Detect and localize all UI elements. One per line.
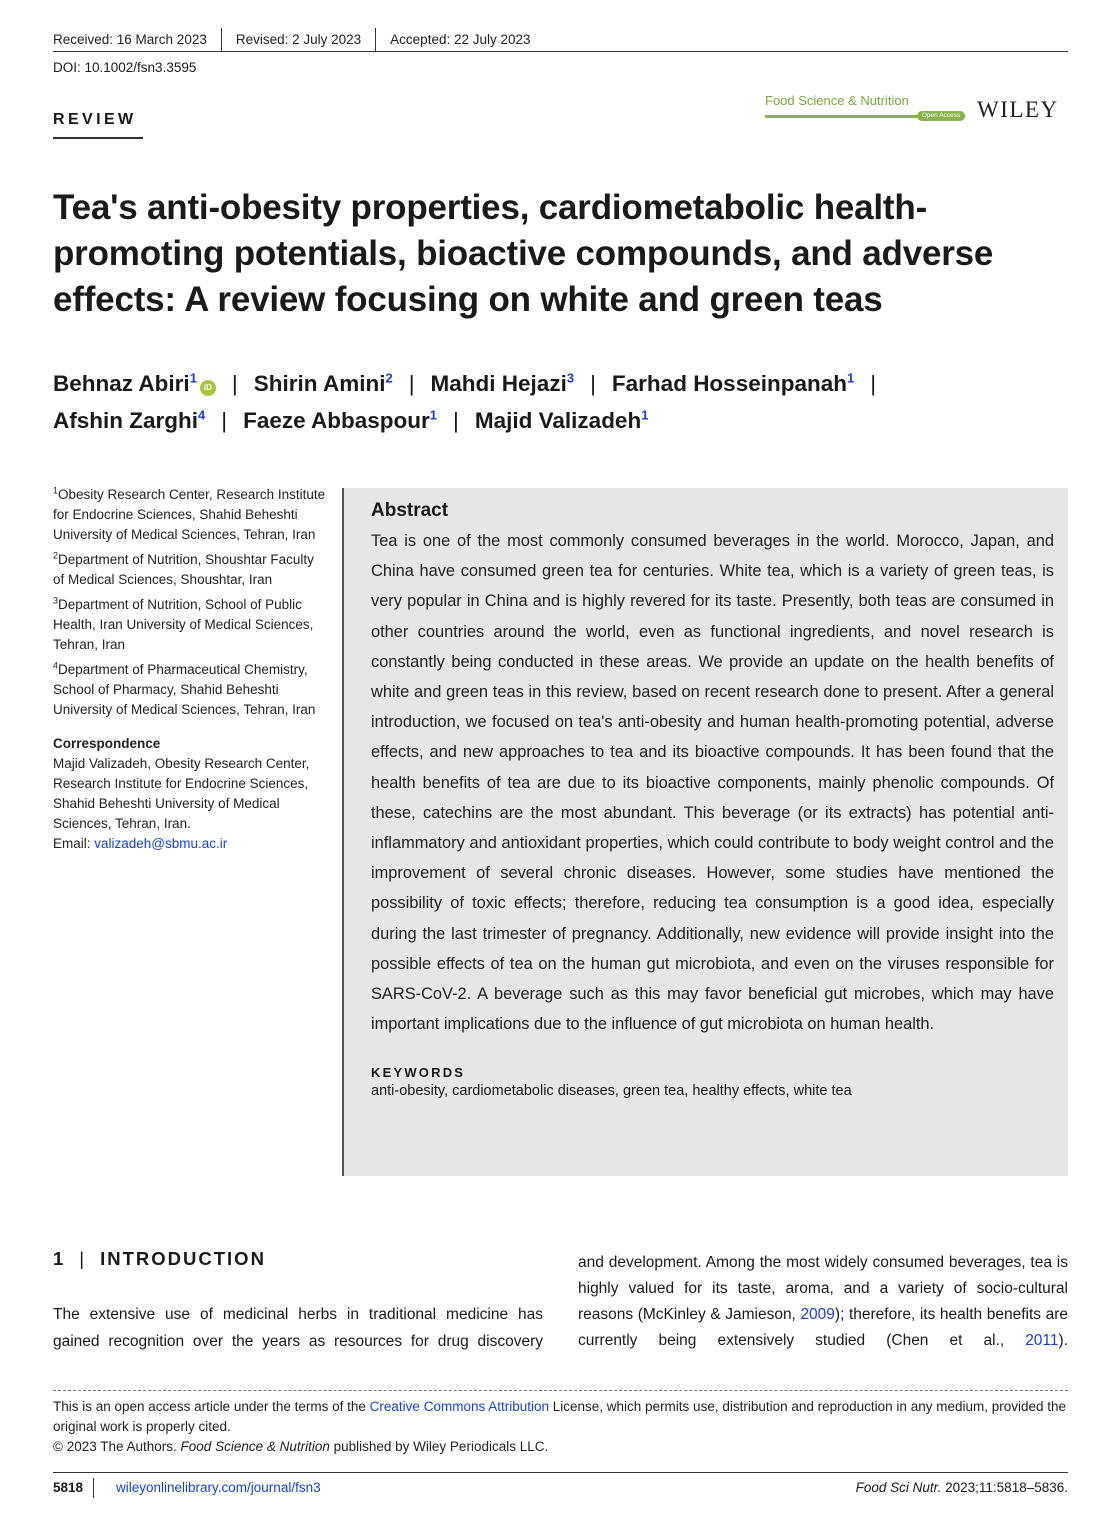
affiliations-column [53, 485, 328, 854]
affiliation-ref[interactable]: 1 [846, 370, 855, 386]
author-name[interactable]: Mahdi Hejazi$^3$ [430, 370, 575, 396]
author-separator: | [231, 371, 238, 396]
affiliation-ref[interactable]: 1 [641, 407, 649, 423]
section-underline [53, 137, 143, 139]
citation-link[interactable]: 2009 [800, 1306, 835, 1323]
author-name[interactable]: Farhad Hosseinpanah$^1$ [611, 370, 855, 396]
journal-url-link[interactable]: wileyonlinelibrary.com/journal/fsn3 [116, 1480, 321, 1495]
journal-citation: Food Sci Nutr. 2023;11:5818–5836. [855, 1480, 1068, 1495]
page-number: 5818 [53, 1478, 94, 1498]
publisher-logo[interactable]: WILEY [977, 97, 1059, 122]
email-link[interactable]: valizadeh@sbmu.ac.ir [94, 836, 228, 851]
abstract-text: Tea is one of the most commonly consumed beverages in the world. Morocco, Japan, and China have consumed green tea for centuries. White tea, which is a variety of green teas, is very popular in China and is highly revered for its taste. Presently, both teas are consumed in other countries around the world, even as functional ingredients, and novel research is constantly being conducted in these areas. We provide an update on the health benefits of white and green teas in this review, based on recent research done to present. After a general introduction, we focused on tea's anti-obesity and human health-promoting potential, adverse effects, and new approaches to tea and its bioactive compounds. It has been found that the health benefits of tea are due to its bioactive components, mainly phenolic compounds. Of these, catechins are the most abundant. This beverage (or its extracts) has potential anti-inflammatory and antioxidant properties, which could contribute to body weight control and the improvement of several chronic diseases. However, some studies have mentioned the possibility of toxic effects; therefore, reducing tea consumption is a good idea, especially during the last trimester of pregnancy. Additionally, new evidence will provide insight into the possible effects of tea on the human gut microbiota, and even on the viruses responsible for SARS-CoV-2. A beverage such as this may favor beneficial gut microbes, which may have important implications due to the influence of gut microbiota on human health. [371, 532, 1054, 1034]
license-divider [53, 1390, 1068, 1391]
journal-logo[interactable] [765, 93, 975, 125]
footer-divider [53, 1472, 1068, 1473]
open-access-badge: Open Access [917, 111, 965, 121]
introduction-text-left: The extensive use of medicinal herbs in traditional medicine has gained recognition over the years as resources for drug discovery [53, 1306, 543, 1350]
author-name[interactable]: Shirin Amini$^2$ [253, 370, 393, 396]
affiliation-ref[interactable]: 3 [566, 370, 575, 386]
author-name[interactable]: Behnaz Abiri$^1$iD [53, 371, 216, 396]
article-title: Tea's anti-obesity properties, cardiometabolic health-promoting potentials, bioactive compounds, and adverse effects: A review focusing on white and green teas [53, 188, 994, 319]
correspondence-text: Majid Valizadeh, Obesity Research Center, Research Institute for Endocrine Sciences, Shahid Beheshti University of Medical Sciences, Tehran, Iran. Email: valizadeh@sbmu.ac.ir [53, 756, 310, 851]
header-divider [53, 51, 1068, 52]
author-separator: | [453, 408, 459, 433]
doi[interactable]: DOI: 10.1002/fsn3.3595 [53, 60, 197, 75]
author-separator: | [590, 371, 596, 396]
author-separator: | [408, 371, 415, 396]
author-list [53, 365, 1013, 439]
keywords-heading: KEYWORDS [371, 1065, 466, 1081]
abstract-box [342, 488, 1068, 1176]
affiliation-ref[interactable]: 1 [189, 370, 197, 386]
affiliation: $^4$Department of Pharmaceutical Chemistry, School of Pharmacy, Shahid Beheshti University of Medical Sciences, Tehran, Iran [53, 660, 316, 717]
affiliation-ref[interactable]: 2 [385, 370, 393, 386]
orcid-icon[interactable]: iD [200, 380, 216, 396]
author-separator: | [870, 371, 877, 396]
keywords-list: anti-obesity, cardiometabolic diseases, green tea, healthy effects, white tea [371, 1083, 852, 1100]
journal-name: Food Science & Nutrition [765, 93, 909, 108]
introduction-text-right: and development. Among the most widely consumed beverages, tea is highly valued for its taste, aroma, and a variety of socio-cultural reasons (McKinley & Jamieson, 2009); therefore, its health benefits are currently being extensively studied (Chen et al., 2011). [578, 1254, 1068, 1349]
introduction-heading: 1 | INTRODUCTION [53, 1248, 266, 1269]
author-name[interactable]: Afshin Zarghi$^4$ [53, 407, 206, 433]
affiliation: $^3$Department of Nutrition, School of Public Health, Iran University of Medical Sciences, Tehran, Iran [53, 595, 314, 652]
license-link[interactable]: Creative Commons Attribution [369, 1399, 549, 1414]
correspondence-heading: Correspondence [53, 736, 161, 751]
article-dates [53, 28, 545, 52]
section-tag: REVIEW [53, 111, 137, 128]
received-date: Received: 16 March 2023 [53, 32, 207, 47]
author-name[interactable]: Faeze Abbaspour$^1$ [243, 407, 438, 433]
revised-date: Revised: 2 July 2023 [221, 28, 375, 52]
abstract-heading: Abstract [371, 500, 449, 521]
license-notice: This is an open access article under the terms of the Creative Commons Attribution License, which permits use, distribution and reproduction in any medium, provided the original work is properly cited. © 2023 The Authors. Food Science & Nutrition published by Wiley Periodicals LLC. [53, 1399, 1067, 1454]
author-separator: | [221, 408, 228, 433]
affiliation: $^1$Obesity Research Center, Research Institute for Endocrine Sciences, Shahid Beheshti University of Medical Sciences, Tehran, Iran [53, 485, 326, 542]
accepted-date: Accepted: 22 July 2023 [375, 28, 544, 52]
citation-link[interactable]: 2011 [1025, 1332, 1059, 1349]
affiliation: $^2$Department of Nutrition, Shoushtar Faculty of Medical Sciences, Shoushtar, Iran [53, 550, 314, 587]
affiliation-ref[interactable]: 4 [198, 407, 206, 423]
author-name[interactable]: Majid Valizadeh$^1$ [474, 407, 649, 433]
affiliation-ref[interactable]: 1 [429, 407, 438, 423]
